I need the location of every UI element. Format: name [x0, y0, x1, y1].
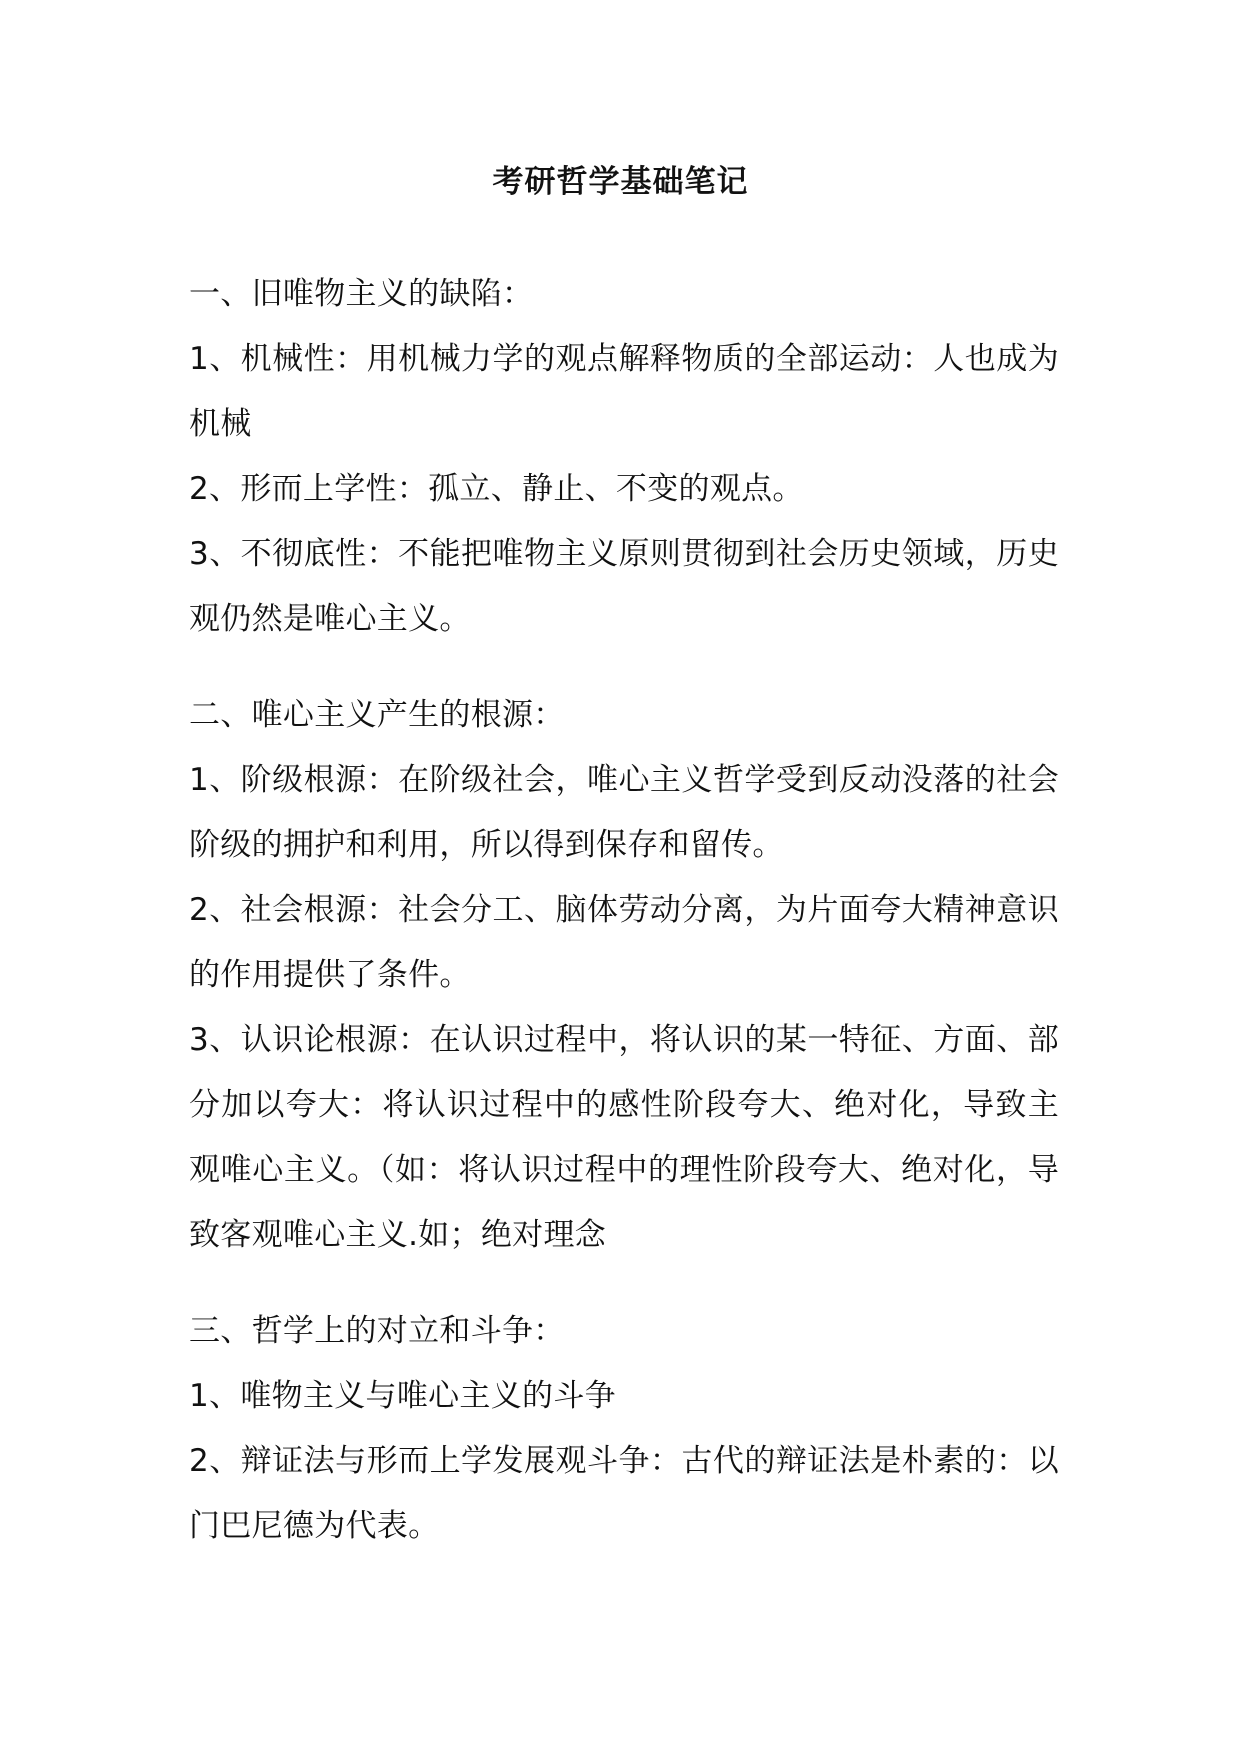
list-item: 2、形而上学性：孤立、静止、不变的观点。 — [189, 471, 804, 507]
document-body — [189, 262, 1059, 1559]
list-item: 3、认识论根源：在认识过程中，将认识的某一特征、方面、部分加以夸大：将认识过程中的感性阶段夸大、绝对化，导致主观唯心主义。（如：将认识过程中的理性阶段夸大、绝对化，导致客观唯心主义.如；绝对理念 — [189, 1022, 1059, 1253]
section-heading: 二、唯心主义产生的根源： — [189, 697, 565, 733]
section-heading: 一、旧唯物主义的缺陷： — [189, 276, 534, 312]
list-item: 1、唯物主义与唯心主义的斗争 — [189, 1378, 616, 1414]
section-philosophical-opposition — [189, 1299, 1059, 1559]
list-item: 2、辩证法与形而上学发展观斗争：古代的辩证法是朴素的：以门巴尼德为代表。 — [189, 1443, 1059, 1544]
list-item: 1、机械性：用机械力学的观点解释物质的全部运动：人也成为机械 — [189, 341, 1059, 442]
section-idealism-roots — [189, 683, 1059, 1268]
list-item: 2、社会根源：社会分工、脑体劳动分离，为片面夸大精神意识的作用提供了条件。 — [189, 892, 1059, 993]
section-old-materialism-defects — [189, 262, 1059, 652]
list-item: 1、阶级根源：在阶级社会，唯心主义哲学受到反动没落的社会阶级的拥护和利用，所以得到保存和留传。 — [189, 762, 1059, 863]
section-heading: 三、哲学上的对立和斗争： — [189, 1313, 565, 1349]
list-item: 3、不彻底性：不能把唯物主义原则贯彻到社会历史领域，历史观仍然是唯心主义。 — [189, 536, 1059, 637]
document-title: 考研哲学基础笔记 — [492, 164, 749, 200]
